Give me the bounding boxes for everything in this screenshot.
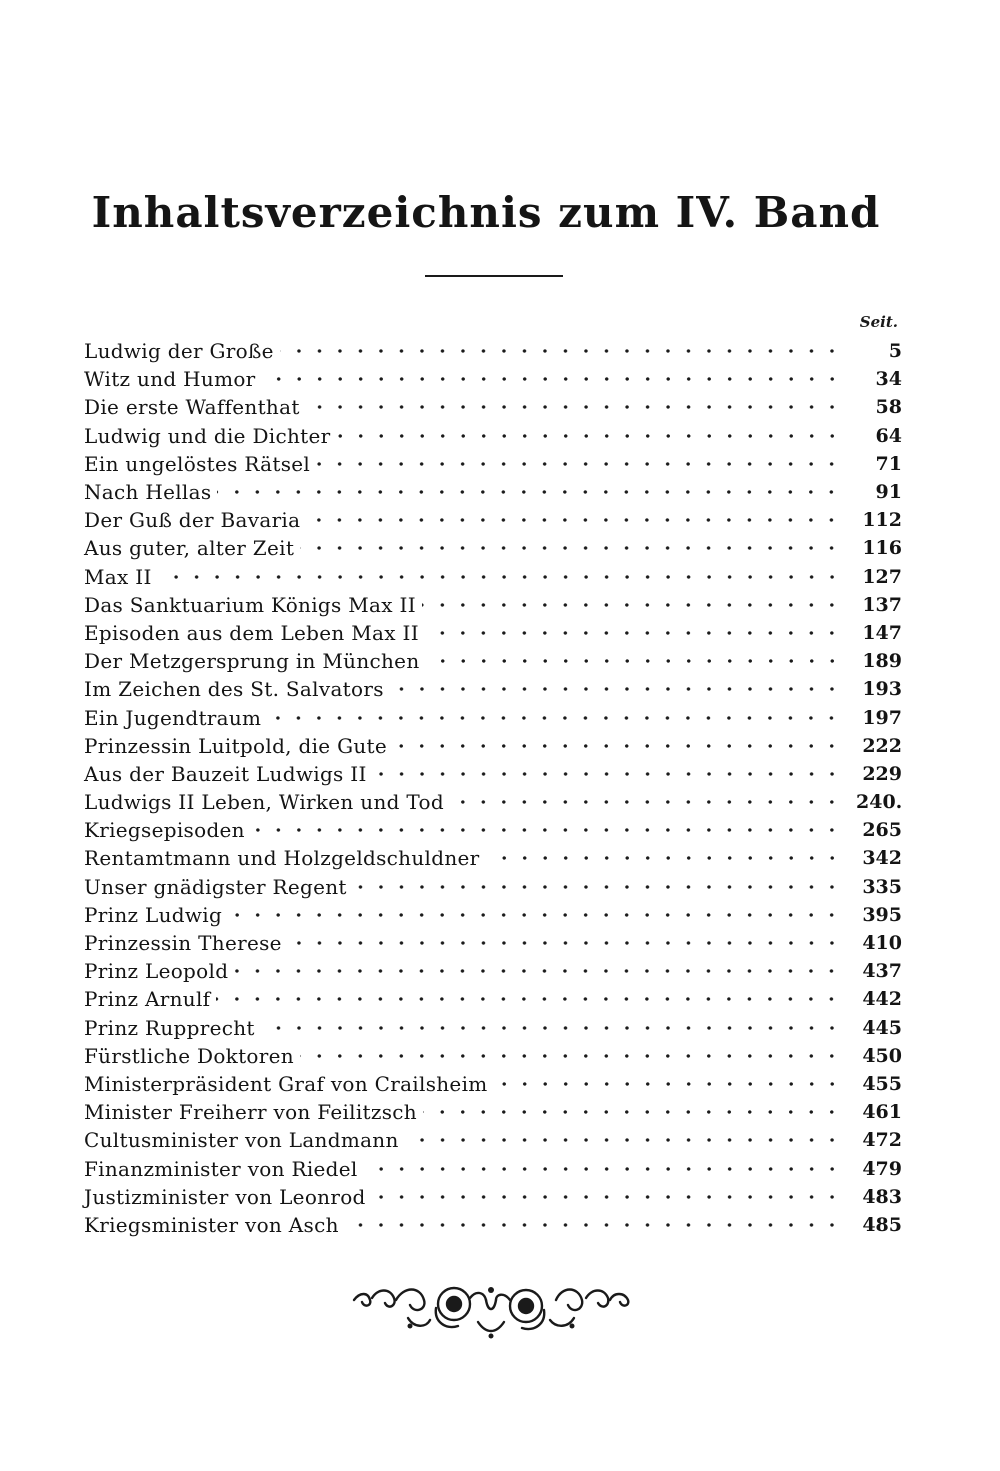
toc-entry-title: Aus der Bauzeit Ludwigs II	[84, 762, 373, 786]
toc-entry-page: 34	[875, 368, 902, 391]
toc-dot-leader	[405, 1130, 842, 1150]
toc-entry	[84, 1014, 902, 1042]
toc-entry	[84, 788, 902, 816]
toc-entry	[84, 985, 902, 1013]
toc-dot-leader	[300, 1046, 842, 1066]
table-of-contents	[84, 337, 902, 1239]
toc-entry-page: 472	[862, 1129, 902, 1152]
toc-entry-page: 485	[862, 1213, 902, 1236]
toc-entry-page: 112	[862, 509, 902, 532]
toc-entry-title: Episoden aus dem Leben Max II	[84, 621, 425, 645]
toc-dot-leader	[262, 369, 842, 389]
ornament-icon	[350, 1278, 632, 1340]
toc-entry-title: Justizminister von Leonrod	[84, 1185, 372, 1209]
toc-entry	[84, 873, 902, 901]
toc-entry-title: Prinzessin Luitpold, die Gute	[84, 734, 393, 758]
toc-entry-title: Prinz Leopold	[84, 959, 234, 983]
toc-entry	[84, 732, 902, 760]
toc-dot-leader	[306, 510, 842, 530]
toc-entry	[84, 901, 902, 929]
toc-entry-title: Aus guter, alter Zeit	[84, 536, 300, 560]
toc-entry	[84, 1042, 902, 1070]
toc-dot-leader	[373, 764, 842, 784]
toc-dot-leader	[494, 1074, 842, 1094]
toc-dot-leader	[261, 1018, 842, 1038]
toc-entry-title: Finanzminister von Riedel	[84, 1157, 364, 1181]
toc-dot-leader	[216, 989, 842, 1009]
toc-entry-title: Ludwig und die Dichter	[84, 424, 337, 448]
page-column-label: Seit.	[859, 313, 898, 331]
toc-entry	[84, 1154, 902, 1182]
toc-dot-leader	[393, 736, 842, 756]
toc-entry	[84, 506, 902, 534]
toc-entry-page: 483	[862, 1185, 902, 1208]
toc-entry-page: 189	[862, 650, 902, 673]
toc-entry-page: 116	[862, 537, 902, 560]
toc-entry-page: 240.	[856, 791, 903, 814]
toc-entry	[84, 1211, 902, 1239]
toc-entry	[84, 422, 902, 450]
toc-entry-title: Nach Hellas	[84, 480, 217, 504]
toc-entry-page: 5	[888, 340, 902, 363]
toc-entry-title: Prinzessin Therese	[84, 931, 288, 955]
toc-entry	[84, 957, 902, 985]
toc-dot-leader	[267, 708, 842, 728]
toc-entry-title: Ein ungelöstes Rätsel	[84, 452, 316, 476]
toc-entry-title: Ministerpräsident Graf von Crailsheim	[84, 1072, 494, 1096]
toc-entry	[84, 675, 902, 703]
toc-entry-title: Minister Freiherr von Feilitzsch	[84, 1100, 423, 1124]
toc-dot-leader	[390, 679, 842, 699]
toc-entry	[84, 393, 902, 421]
toc-entry-title: Ludwigs II Leben, Wirken und Tod	[84, 790, 450, 814]
toc-entry-page: 193	[862, 678, 902, 701]
toc-entry	[84, 929, 902, 957]
toc-dot-leader	[158, 567, 842, 587]
toc-entry-page: 445	[862, 1016, 902, 1039]
toc-entry-page: 229	[862, 762, 902, 785]
toc-entry-page: 410	[862, 932, 902, 955]
toc-entry-page: 479	[862, 1157, 902, 1180]
toc-dot-leader	[306, 397, 842, 417]
toc-entry	[84, 703, 902, 731]
toc-entry	[84, 844, 902, 872]
toc-dot-leader	[251, 820, 842, 840]
toc-entry-page: 455	[862, 1072, 902, 1095]
toc-entry-page: 335	[862, 875, 902, 898]
toc-entry-title: Der Guß der Bavaria	[84, 508, 306, 532]
toc-entry-page: 461	[862, 1101, 902, 1124]
toc-entry-page: 437	[862, 960, 902, 983]
toc-dot-leader	[345, 1215, 842, 1235]
toc-entry-page: 58	[875, 396, 902, 419]
toc-entry-title: Prinz Ludwig	[84, 903, 228, 927]
toc-entry	[84, 760, 902, 788]
toc-dot-leader	[337, 426, 842, 446]
toc-dot-leader	[425, 623, 842, 643]
toc-entry	[84, 1126, 902, 1154]
toc-dot-leader	[280, 341, 842, 361]
toc-entry-title: Das Sanktuarium Königs Max II	[84, 593, 422, 617]
toc-dot-leader	[300, 538, 842, 558]
toc-entry-page: 91	[875, 481, 902, 504]
toc-entry	[84, 563, 902, 591]
toc-dot-leader	[288, 933, 842, 953]
toc-entry	[84, 365, 902, 393]
toc-entry-page: 197	[862, 706, 902, 729]
title-divider	[425, 275, 563, 277]
toc-entry	[84, 1183, 902, 1211]
toc-entry-title: Der Metzgersprung in München	[84, 649, 426, 673]
toc-entry-page: 64	[875, 424, 902, 447]
toc-entry-page: 265	[862, 819, 902, 842]
toc-entry-title: Witz und Humor	[84, 367, 262, 391]
toc-entry-title: Ludwig der Große	[84, 339, 280, 363]
toc-entry-title: Max II	[84, 565, 158, 589]
page-title: Inhaltsverzeichnis zum IV. Band	[91, 188, 881, 237]
toc-entry-page: 342	[862, 847, 902, 870]
toc-entry-title: Kriegsepisoden	[84, 818, 251, 842]
toc-entry-title: Die erste Waffenthat	[84, 395, 306, 419]
toc-entry	[84, 1098, 902, 1126]
toc-dot-leader	[234, 961, 842, 981]
toc-entry	[84, 816, 902, 844]
toc-entry-title: Fürstliche Doktoren	[84, 1044, 300, 1068]
toc-entry-page: 147	[862, 621, 902, 644]
toc-entry-title: Prinz Rupprecht	[84, 1016, 261, 1040]
toc-entry-title: Rentamtmann und Holzgeldschuldner	[84, 846, 486, 870]
toc-entry-page: 395	[862, 903, 902, 926]
toc-dot-leader	[353, 877, 842, 897]
toc-dot-leader	[426, 651, 843, 671]
toc-entry-page: 71	[875, 452, 902, 475]
toc-entry	[84, 1070, 902, 1098]
toc-entry	[84, 647, 902, 675]
toc-entry-page: 222	[862, 734, 902, 757]
toc-dot-leader	[364, 1159, 842, 1179]
toc-entry-title: Im Zeichen des St. Salvators	[84, 677, 390, 701]
toc-entry-page: 442	[862, 988, 902, 1011]
toc-entry	[84, 534, 902, 562]
toc-dot-leader	[316, 454, 842, 474]
toc-entry	[84, 450, 902, 478]
toc-entry	[84, 337, 902, 365]
toc-entry-page: 137	[862, 593, 902, 616]
toc-entry-title: Cultusminister von Landmann	[84, 1128, 405, 1152]
toc-entry-page: 450	[862, 1044, 902, 1067]
toc-entry-title: Unser gnädigster Regent	[84, 875, 353, 899]
toc-dot-leader	[423, 1102, 842, 1122]
toc-entry	[84, 478, 902, 506]
toc-dot-leader	[422, 595, 842, 615]
toc-dot-leader	[372, 1187, 842, 1207]
toc-dot-leader	[486, 848, 842, 868]
toc-entry-title: Prinz Arnulf	[84, 987, 216, 1011]
toc-entry	[84, 591, 902, 619]
toc-dot-leader	[228, 905, 842, 925]
toc-entry-title: Kriegsminister von Asch	[84, 1213, 345, 1237]
toc-entry-title: Ein Jugendtraum	[84, 706, 267, 730]
toc-dot-leader	[450, 792, 842, 812]
toc-entry	[84, 619, 902, 647]
toc-entry-page: 127	[862, 565, 902, 588]
toc-dot-leader	[217, 482, 842, 502]
